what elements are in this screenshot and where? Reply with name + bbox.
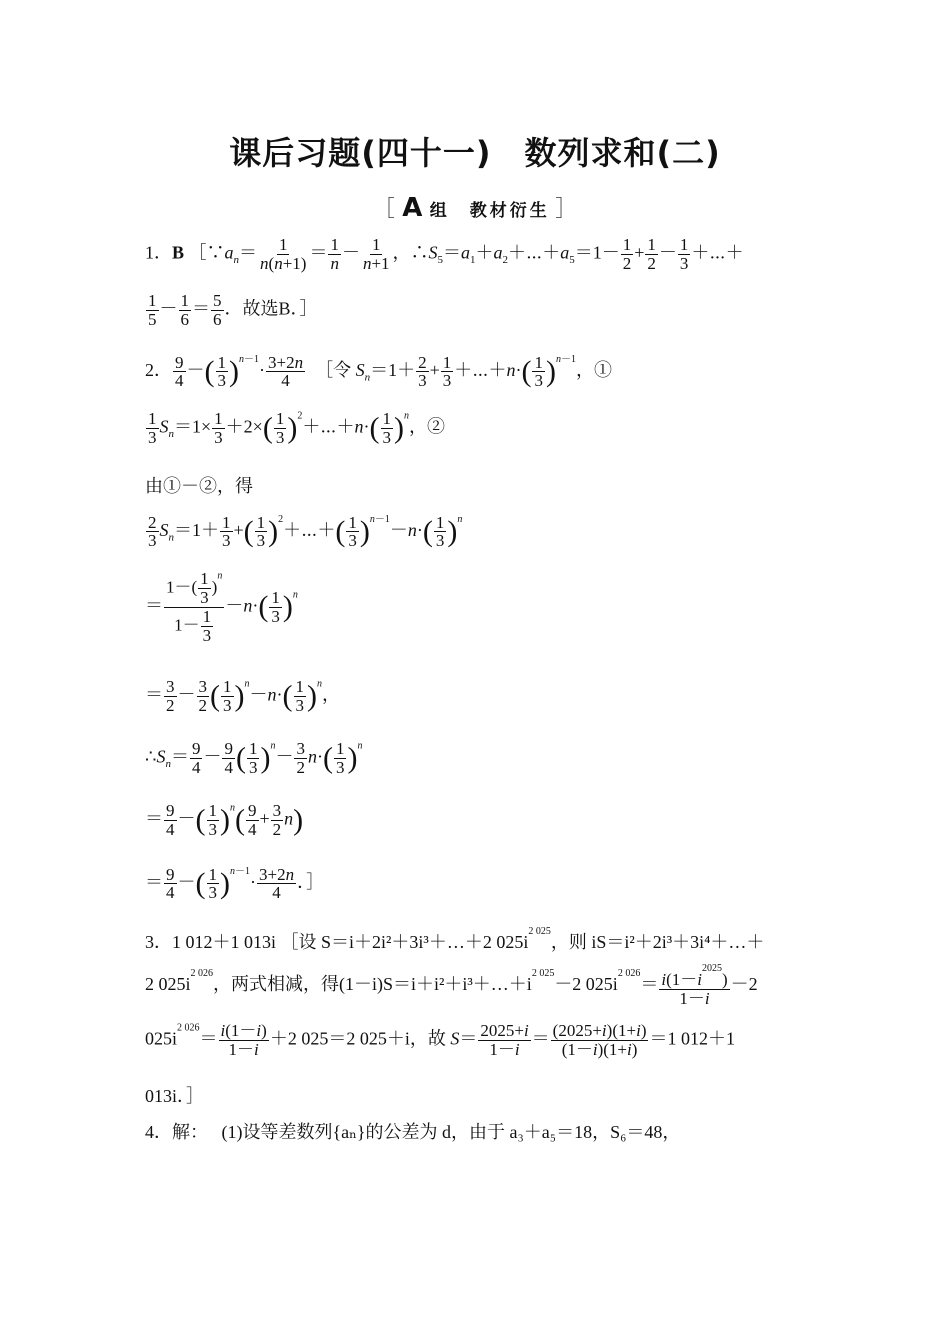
problem-3-line-3-c: ＝1 012＋1 (649, 1028, 735, 1049)
problem-4-line-1 (145, 1118, 680, 1144)
exp-2025-b: 2 025 (531, 967, 555, 979)
problem-1-tail: ．故选B．］ (224, 298, 318, 319)
exp-2026: 2 026 (190, 967, 214, 979)
group-bracket-right: ］ (555, 197, 578, 222)
problem-3-line-2: 2 $025i^{2 026}$，两式相减，得$(1-i)S=i+i^2+i^3+\dots+i^{2 025}-2$ $025i^{2 026}=$ $\frac{i(1-i^{2025})}{1-i}$ －2 (145, 963, 758, 1008)
problem-4-text: (1)设等差数列{aₙ}的公差为 d，由于 a₃＋a₅＝18，S₆＝48， (221, 1122, 681, 1142)
problem-3-line-3-b: ＋2 025＝2 025＋i，故 (269, 1028, 446, 1049)
problem-3-line-1: 3．1 012＋1 013i ［设 S＝i＋2i²＋3i³＋…＋2 $025i^{2 025}$，则 iS＝i²＋2i³＋3i⁴＋…＋ (145, 926, 765, 952)
problem-3-line-2-a: 2 025i (145, 973, 191, 994)
problem-2-line-7: ＝ $\frac{9}{4}$ －( $\frac{1}{3}$ )$^n$( $\frac{9}{4}$ + $\frac{3}{2}$ n) (145, 801, 304, 839)
group-heading (0, 192, 950, 223)
problem-3-line-3: $025i^{2 026}=$ $\frac{i(1-i)}{1-i}$ ＋2 025＝2 025＋i，故 S＝ $\frac{2025+i}{1-i}$ ＝ $\frac{(2025+i)(1+i)}{(1-i)(1+i)}$ ＝1 012＋1 (145, 1021, 735, 1059)
exp-2026-b: 2 026 (617, 967, 641, 979)
problem-2-line-8: ＝ $\frac{9}{4}$ －( $\frac{1}{3}$ )$^{n-1}$· $\frac{3+2n}{4}$ ．］ (145, 864, 325, 903)
exp-2025: 2 025 (528, 926, 551, 937)
problem-3-mid: ，则 iS＝i²＋2i³＋3i⁴＋…＋ (550, 932, 765, 952)
problem-2-line-6: $\therefore S_n=$ $\frac{9}{4}$ － $\frac{9}{4}$ ( $\frac{1}{3}$ )$^n$－ $\frac{3}{2}$ n·( $\frac{1}{3}$ )$^n$ (145, 739, 363, 777)
problem-3-line-2-b: ，两式相减，得(1－i)S＝i＋i²＋i³＋…＋i (213, 973, 532, 994)
problem-1-line-1: 1．B $[\because a_n=$ $\frac{1}{n(n+1)}$ ＝ $\frac{1}{n}$ － $\frac{1}{n+1}$ ，$\therefore S_5=a_1+a_2+\cdots+a_5=1-$ $\frac{1}{2}$ + $\frac{1}{2}$ － $\frac{1}{3}$ ＋⋯＋ (145, 235, 744, 273)
problem-3-line-3-a: 025i (145, 1028, 178, 1049)
problem-1-answer: B (172, 242, 185, 263)
problem-2-line-3: $\frac{2}{3}$ $S_n=1+$ $\frac{1}{3}$ +( $\frac{1}{3}$ )$^2$＋⋯＋( $\frac{1}{3}$ )$^{n-1}$－n·( $\frac{1}{3}$ )$^n$ (148, 512, 463, 551)
group-bracket-left: ［ (372, 197, 395, 222)
problem-2-line-5: ＝ $\frac{3}{2}$ － $\frac{3}{2}$ ( $\frac{1}{3}$ )$^n$－n·( $\frac{1}{3}$ )$^n$， (145, 677, 340, 715)
problem-2-line-2: $\frac{1}{3}$ $S_n=1\times$ $\frac{1}{3}$ ＋2×( $\frac{1}{3}$ )$^2$＋⋯＋n·( $\frac{1}{3}$ )$^n$，② (148, 409, 446, 447)
problem-3-intro: ［设 S＝i＋2i²＋3i³＋…＋2 025i (280, 932, 529, 952)
exp-2026-c: 2 026 (177, 1022, 200, 1034)
page-title: 课后习题(四十一) 数列求和(二) (229, 134, 721, 172)
problem-2-step-label: 由①－②，得 (145, 476, 253, 496)
problem-2-line-4: ＝ 1－( $\frac{1}{3}$ )$^n$ 1－ $\frac{1}{3}$ －n·( $\frac{1}{3}$ )$^n$ (145, 569, 298, 645)
problem-2-line-1: 2． $\frac{9}{4}$ －( $\frac{1}{3}$ )$^{n-1}$· $\frac{3+2n}{4}$ ［令 $S_n=1+$ $\frac{2}{3}$ + $\frac{1}{3}$ ＋⋯＋n·( $\frac{1}{3}$ )$^{n-1}$，① (145, 352, 612, 391)
problem-3-line-2-c: －2 025i (554, 973, 618, 994)
problem-4-label: 4．解： (145, 1122, 208, 1142)
problem-3-answer: 1 012＋1 013i (172, 932, 277, 952)
problem-1-line-2: $\frac{1}{5}$ － $\frac{1}{6}$ ＝ $\frac{5}{6}$ ．故选B．］ (148, 291, 318, 329)
group-name: 组 教材衍生 (429, 201, 550, 221)
group-letter: A (402, 193, 423, 223)
problem-3-line-4: 013i．］ (145, 1086, 205, 1106)
